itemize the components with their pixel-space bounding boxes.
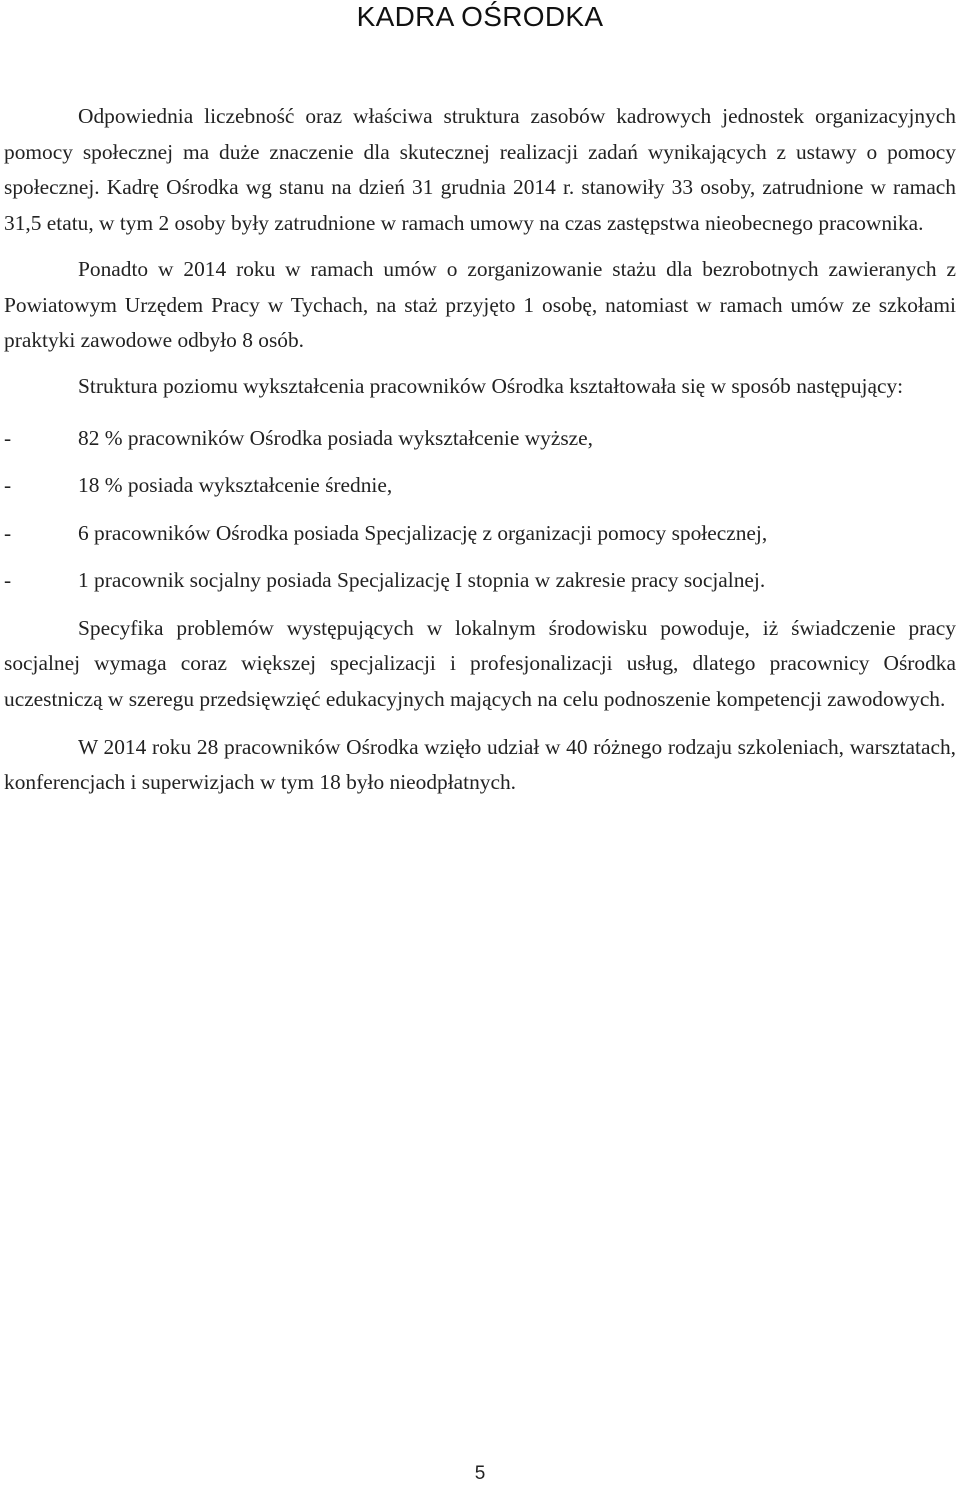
list-item xyxy=(4,421,956,457)
list-item-text: 6 pracowników Ośrodka posiada Specjalizację z organizacji pomocy społecznej, xyxy=(78,520,768,545)
list-item-text: 82 % pracowników Ośrodka posiada wykształcenie wyższe, xyxy=(78,425,593,450)
list-item xyxy=(4,563,956,599)
paragraph-staff-overview: Odpowiednia liczebność oraz właściwa struktura zasobów kadrowych jednostek organizacyjnych pomocy społecznej ma duże znaczenie dla skutecznej realizacji zadań wynikających z ustawy o pomocy społecznej. Kadrę Ośrodka wg stanu na dzień 31 grudnia 2014 r. stanowiły 33 osoby, zatrudnione w ramach 31,5 etatu, w tym 2 osoby były zatrudnione w ramach umowy na czas zastępstwa nieobecnego pracownika. xyxy=(4,104,956,236)
paragraph-education-structure: Struktura poziomu wykształcenia pracowników Ośrodka kształtowała się w sposób następujący: xyxy=(78,373,904,398)
paragraph-internships: Ponadto w 2014 roku w ramach umów o zorganizowanie stażu dla bezrobotnych zawieranych z Powiatowym Urzędem Pracy w Tychach, na staż przyjęto 1 osobę, natomiast w ramach umów ze szkołami praktyki zawodowe odbyło 8 osób. xyxy=(4,256,956,353)
document-body xyxy=(4,99,956,801)
list-item xyxy=(4,516,956,552)
dash-marker: - xyxy=(4,568,12,593)
list-item xyxy=(4,468,956,504)
page-number: 5 xyxy=(474,1463,486,1484)
page-title: KADRA OŚRODKA xyxy=(356,1,604,32)
dash-marker: - xyxy=(4,520,12,545)
education-list xyxy=(4,421,956,599)
list-item-text: 18 % posiada wykształcenie średnie, xyxy=(78,473,393,498)
dash-marker: - xyxy=(4,473,12,498)
paragraph-trainings: W 2014 roku 28 pracowników Ośrodka wzięło udział w 40 różnego rodzaju szkoleniach, warsztatach, konferencjach i superwizjach w tym 18 było nieodpłatnych. xyxy=(4,734,956,795)
list-item-text: 1 pracownik socjalny posiada Specjalizację I stopnia w zakresie pracy socjalnej. xyxy=(78,568,766,593)
dash-marker: - xyxy=(4,425,12,450)
paragraph-specialization: Specyfika problemów występujących w lokalnym środowisku powoduje, iż świadczenie pracy socjalnej wymaga coraz większej specjalizacji i profesjonalizacji usług, dlatego pracownicy Ośrodka uczestniczą w szeregu przedsięwzięć edukacyjnych mających na celu podnoszenie kompetencji zawodowych. xyxy=(4,615,956,711)
